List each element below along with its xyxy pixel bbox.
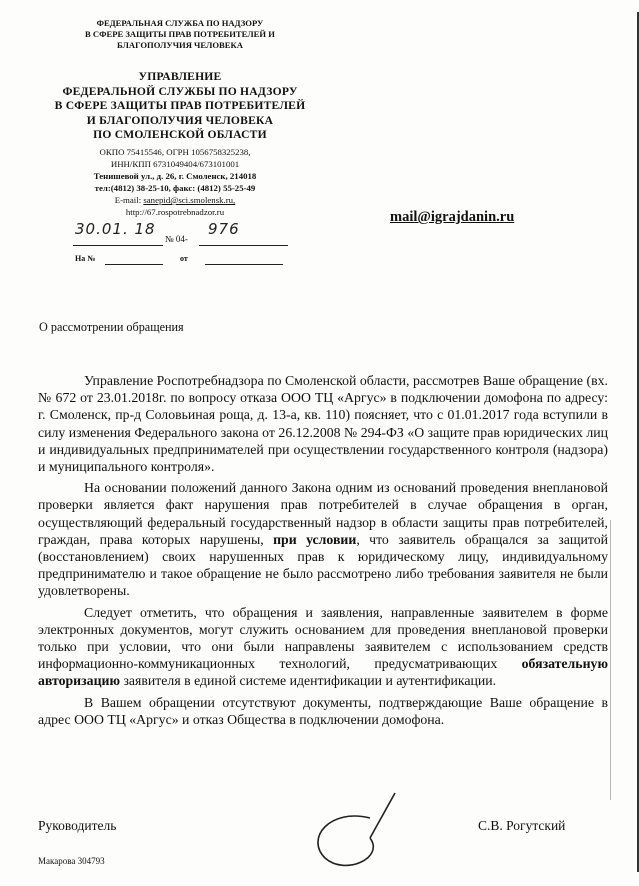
paragraph	[38, 479, 608, 599]
scan-line	[610, 520, 611, 800]
website-link[interactable]: http://67.rospotrebnadzor.ru	[125, 207, 225, 217]
phone-line: тел:(4812) 38-25-10, факс: (4812) 55-25-49	[94, 183, 256, 193]
department-line: В СФЕРЕ ЗАЩИТЫ ПРАВ ПОТРЕБИТЕЛЕЙ	[54, 99, 306, 113]
agency-line: БЛАГОПОЛУЧИЯ ЧЕЛОВЕКА	[117, 40, 243, 50]
agency-name	[55, 18, 305, 51]
email-label: E-mail:	[114, 195, 144, 205]
handwritten-signature	[300, 788, 420, 878]
paragraph: В Вашем обращении отсутствуют документы, подтверждающие Ваше обращение в адрес ООО ТЦ «Аргус» и отказ Общества в подключении домофона.	[38, 694, 608, 727]
codes-line: ОКПО 75415546, ОГРН 1056758325238,	[99, 147, 251, 157]
agency-line: ФЕДЕРАЛЬНАЯ СЛУЖБА ПО НАДЗОРУ	[96, 18, 264, 28]
address-line: Тенишевой ул., д. 26, г. Смоленск, 214018	[93, 171, 257, 181]
ref-number-line	[105, 264, 163, 265]
paragraph: Управление Роспотребнадзора по Смоленской области, рассмотрев Ваше обращение (вх. № 672 от 23.01.2018г. по вопросу отказа ООО ТЦ «Аргус» в подключении домофона по адресу: г. Смоленск, пр-д Соловьиная роща, д. 13-а, кв. 110) поясняет, что с 01.01.2017 года вступили в силу изменения Федерального закона от 26.12.2008 № 294-ФЗ «О защите прав юридических лиц и индивидуальных предпринимателей при осуществлении государственного контроля (надзора) и муниципального контроля».	[38, 373, 608, 475]
emphasis: обязательную авторизацию	[38, 656, 608, 689]
codes-line: ИНН/КПП 6731049404/673101001	[110, 159, 240, 169]
email-line	[45, 194, 305, 206]
paragraph-text: , что заявитель обращался за защитой (восстановлением) своих нарушенных прав к юридическому лицу, индивидуальному предпринимателю и такое обращение не было рассмотрено либо требования заявителя не были удовлетворены.	[38, 531, 608, 599]
letter-subject: О рассмотрении обращения	[39, 320, 184, 334]
ref-date-label: от	[180, 254, 188, 263]
reg-number-label: № 04-	[165, 234, 188, 244]
department-details	[45, 146, 305, 218]
department-name	[40, 70, 320, 143]
agency-line: В СФЕРЕ ЗАЩИТЫ ПРАВ ПОТРЕБИТЕЛЕЙ И	[85, 29, 275, 39]
signer-name: С.В. Рогутский	[478, 818, 566, 833]
ref-number-label: На №	[75, 254, 96, 263]
department-line: ПО СМОЛЕНСКОЙ ОБЛАСТИ	[93, 128, 267, 142]
number-underline	[199, 245, 288, 246]
handwritten-date: 30.01. 18	[75, 220, 156, 238]
recipient-email[interactable]: mail@igrajdanin.ru	[390, 209, 515, 225]
date-underline	[73, 245, 163, 246]
department-line: ФЕДЕРАЛЬНОЙ СЛУЖБЫ ПО НАДЗОРУ	[62, 84, 298, 98]
letter-body	[38, 372, 608, 732]
paragraph-text: Следует отметить, что обращения и заявления, направленные заявителем в форме электронных документов, могут служить основанием для проведения внеплановой проверки только при условии, что они были направлены заявителем с использованием средств информационно-коммуникационных технологий, предусматривающих	[38, 604, 608, 672]
department-email-link[interactable]: sanepid@sci.smolensk.ru,	[143, 195, 236, 205]
paragraph-text: На основании положений данного Закона одним из оснований проведения внеплановой проверки является факт нарушения прав потребителей в случае обращения в орган, осуществляющий федеральный государственный надзор в области защиты прав потребителей, граждан, права которых нарушены,	[38, 480, 608, 547]
department-line: И БЛАГОПОЛУЧИЯ ЧЕЛОВЕКА	[86, 113, 274, 127]
registration-line	[73, 220, 288, 246]
emphasis: при условии	[273, 531, 357, 547]
paragraph	[38, 604, 608, 690]
ref-date-line	[205, 264, 283, 265]
paragraph-text: заявителя в единой системе идентификации и аутентификации.	[120, 673, 497, 689]
signer-position: Руководитель	[38, 818, 117, 833]
executor-note: Макарова 304793	[38, 856, 105, 866]
handwritten-number: 976	[208, 220, 240, 238]
department-line: УПРАВЛЕНИЕ	[138, 70, 222, 83]
